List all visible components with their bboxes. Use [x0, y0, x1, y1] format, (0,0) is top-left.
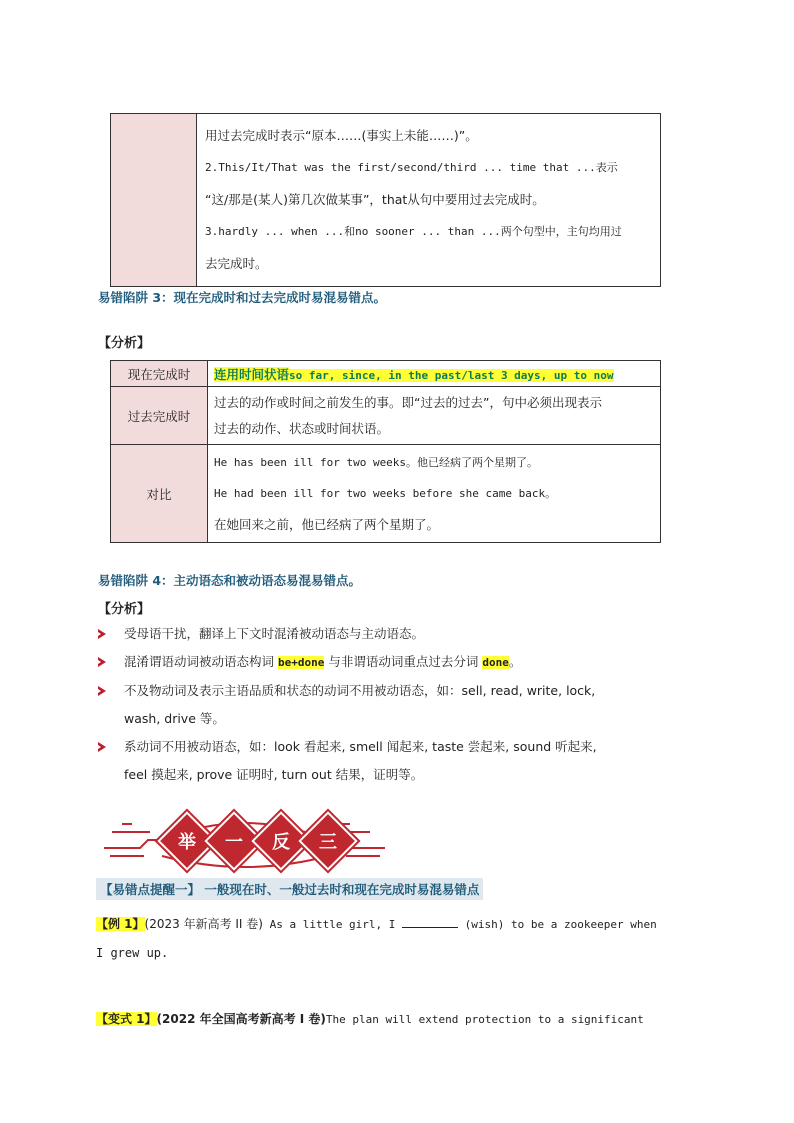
trap4-heading: 易错陷阱 4：主动语态和被动语态易混易错点。	[98, 573, 362, 588]
banner-char-2: 一	[213, 820, 255, 862]
variant-source: (2022 年全国高考新高考 I 卷)	[156, 1012, 326, 1026]
time-adverbial-list: so far, since, in the past/last 3 days, up to now	[289, 368, 614, 382]
rule-line: “这/那是(某人)第几次做某事”，that从句中要用过去完成时。	[205, 192, 545, 207]
variant-label: 【变式 1】	[96, 1012, 157, 1026]
tense-comparison-table	[110, 360, 661, 543]
section-banner	[100, 812, 390, 872]
arrow-bullet-icon	[98, 629, 106, 639]
rules-table-continued	[110, 113, 661, 287]
trap3-heading: 易错陷阱 3：现在完成时和过去完成时易混易错点。	[98, 290, 387, 305]
content-line: He had been ill for two weeks before she came back。	[214, 487, 557, 500]
example-1	[96, 915, 657, 932]
tip-heading-1: 【易错点提醒一】 一般现在时、一般过去时和现在完成时易混易错点	[96, 878, 483, 900]
list-item	[98, 648, 698, 677]
content-line: 过去的动作、状态或时间状语。	[214, 420, 390, 436]
row-content-past-perfect	[208, 387, 661, 445]
row-label-past-perfect: 过去完成时	[111, 387, 208, 445]
variant-text: The plan will extend protection to a significant	[325, 1013, 644, 1026]
arrow-bullet-icon	[98, 686, 106, 696]
example-source: (2023 年新高考 II 卷)	[144, 917, 263, 931]
trap3-analysis-label: 【分析】	[98, 336, 151, 351]
row-content-present-perfect	[208, 361, 661, 387]
table-content-cell	[197, 114, 661, 287]
list-item	[98, 733, 698, 789]
answer-blank[interactable]	[402, 916, 458, 928]
list-item	[98, 677, 698, 733]
example-label: 【例 1】	[96, 917, 145, 931]
highlight-done: done	[482, 656, 509, 669]
row-label-present-perfect: 现在完成时	[111, 361, 208, 387]
bullet-text: 混淆谓语动词被动语态构词	[124, 654, 275, 669]
list-item	[98, 620, 698, 648]
bullet-text: 受母语干扰，翻译上下文时混淆被动语态与主动语态。	[124, 626, 425, 641]
highlight-be-done: be+done	[278, 656, 325, 669]
variant-1	[96, 1010, 644, 1027]
banner-char-1: 举	[166, 820, 208, 862]
bullet-text: 系动词不用被动语态，如：look 看起来, smell 闻起来, taste 尝起来, sound 听起来,	[124, 739, 597, 754]
rule-line: 2.This/It/That was the first/second/third ... time that ...表示	[205, 161, 618, 174]
trap4-analysis-label: 【分析】	[98, 602, 151, 617]
arrow-bullet-icon	[98, 657, 106, 667]
content-line: 在她回来之前，他已经病了两个星期了。	[214, 517, 440, 532]
rule-line: 用过去完成时表示“原本……(事实上未能……)”。	[205, 128, 478, 143]
content-line: 过去的动作或时间之前发生的事。即“过去的过去”，句中必须出现表示	[214, 394, 602, 410]
banner-char-3: 反	[260, 820, 302, 862]
banner-char-4: 三	[307, 820, 349, 862]
bullet-text: feel 摸起来, prove 证明时, turn out 结果，证明等。	[124, 767, 424, 782]
table-label-cell	[111, 114, 197, 287]
bullet-text: 不及物动词及表示主语品质和状态的动词不用被动语态，如：sell, read, write, lock,	[124, 683, 596, 698]
row-content-comparison	[208, 445, 661, 543]
row-label-comparison: 对比	[111, 445, 208, 543]
bullet-text: 。	[508, 654, 522, 669]
trap4-bullet-list	[98, 620, 698, 789]
bullet-text: 与非谓语动词重点过去分词	[328, 654, 479, 669]
example-text: As a little girl, I	[262, 918, 403, 931]
arrow-bullet-icon	[98, 742, 106, 752]
example-text: (wish) to be a zookeeper when	[458, 918, 657, 931]
rule-line: 去完成时。	[205, 256, 268, 271]
example-1-line2: I grew up.	[96, 946, 169, 960]
bullet-text: wash, drive 等。	[124, 711, 225, 726]
rule-line: 3.hardly ... when ...和no sooner ... than ...两个句型中，主句均用过	[205, 225, 622, 238]
time-adverbial-prefix: 连用时间状语	[214, 366, 290, 382]
content-line: He has been ill for two weeks。他已经病了两个星期了。	[214, 456, 539, 469]
